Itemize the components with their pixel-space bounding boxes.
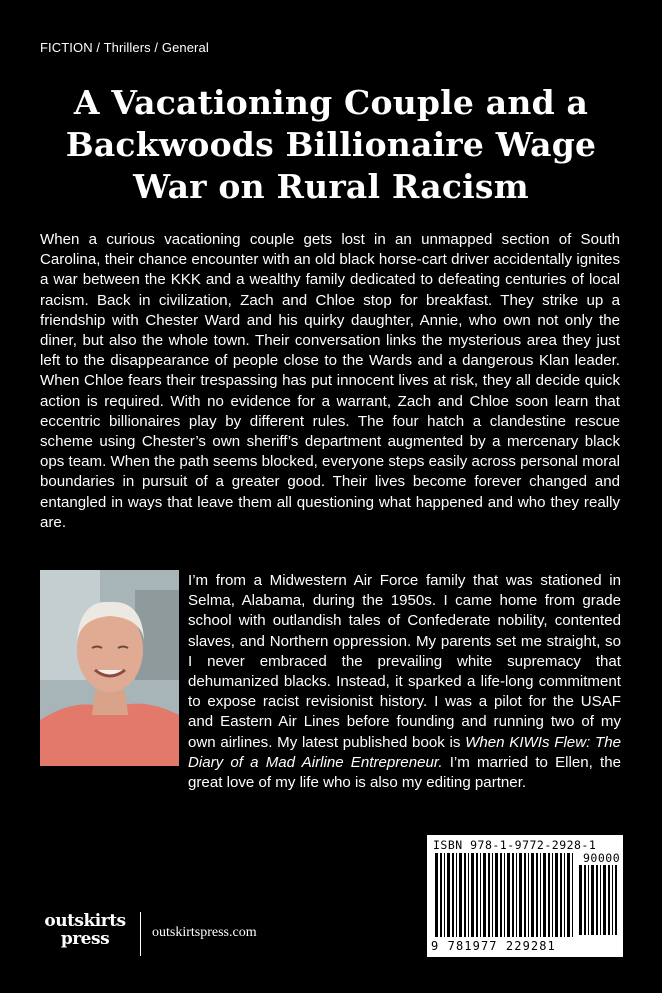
barcode-bar	[543, 853, 546, 937]
book-blurb: When a curious vacationing couple gets lost in an unmapped section of South Carolina, their chance encounter with an old black horse-cart driver accidentally ignites a war between the KKK and a wealthy family dedicated to defeating centuries of local racism. Back in civilization, Zach and Chloe stop for breakfast. They strike up a friendship with Chester Ward and his quirky daughter, Annie, who own not only the diner, but also the whole town. Their conversation links the mysterious area they just left to the disappearance of people close to the Wards and a dangerous Klan leader. When Chloe fears their trespassing has put innocent lives at risk, they all decide quick action is required. With no evidence for a warrant, Zach and Chloe soon learn that eccentric billionaires play by different rules. The four hatch a clandestine rescue scheme using Chester’s own sheriff’s department augmented by a mercenary black ops team. When the path seems blocked, everyone steps easily across personal moral boundaries in pursuit of a greater good. Their lives become forever changed and entangled in ways that leave them all questioning what happened and who they really are.	[40, 231, 620, 531]
isbn-barcode	[427, 835, 623, 957]
author-bio	[188, 571, 621, 793]
publisher-logo-top: outskirts	[44, 911, 126, 931]
barcode-bar	[555, 853, 558, 937]
category-label: FICTION / Thrillers / General	[40, 40, 209, 55]
publisher-url: outskirtspress.com	[152, 925, 257, 940]
author-bio-part-2: I’m married to Ellen, the great love of my life who is also my editing partner.	[188, 753, 622, 792]
barcode-bar	[560, 853, 562, 937]
author-bio-part-1: I’m from a Midwestern Air Force family that was stationed in Selma, Alabama, during the 1950s. I came home from grade school with outlandish tales of Confederate nobility, contented slaves, and Northern oppression. My parents set me straight, so I never embraced the prevailing white supremacy that dehumanized blacks. Instead, it sparked a life-long commitment to expose racist revisionist history. I was a pilot for the USAF and Eastern Air Lines before founding and running two of my own airlines. My latest published book is	[188, 572, 621, 751]
barcode-bar	[495, 853, 498, 937]
barcode-bar	[507, 853, 510, 937]
barcode-bar	[468, 853, 469, 937]
barcode-bar	[488, 853, 490, 937]
barcode-addon-bars	[579, 865, 619, 937]
barcode-bar	[536, 853, 538, 937]
barcode-bar	[435, 853, 438, 937]
barcode-bars	[435, 853, 575, 939]
publisher-logo-bottom: press	[60, 929, 110, 949]
barcode-bar	[564, 853, 565, 937]
barcode-bar	[459, 853, 462, 937]
publisher-divider	[140, 912, 141, 956]
barcode-bar	[480, 853, 481, 937]
barcode-bar	[531, 853, 534, 937]
barcode-bar	[579, 865, 582, 935]
barcode-bar	[591, 865, 594, 935]
barcode-bar	[516, 853, 517, 937]
barcode-bar	[464, 853, 466, 937]
price-code: 90000	[583, 851, 621, 865]
barcode-bar	[603, 865, 606, 935]
barcode-bar	[476, 853, 478, 937]
isbn-label: ISBN 978-1-9772-2928-1	[433, 838, 597, 852]
barcode-bar	[572, 853, 573, 937]
headline-line-2: Backwoods Billionaire Wage	[65, 125, 597, 164]
barcode-bar	[548, 853, 550, 937]
barcode-bar	[608, 865, 610, 935]
barcode-bar	[447, 853, 450, 937]
author-book-title: When KIWIs Flew: The Diary of a Mad Airline Entrepreneur.	[188, 733, 621, 771]
barcode-bar	[504, 853, 505, 937]
barcode-bar	[588, 865, 589, 935]
barcode-bar	[584, 865, 586, 935]
barcode-bar	[456, 853, 457, 937]
headline-line-3: War on Rural Racism	[133, 167, 529, 206]
barcode-bar	[528, 853, 529, 937]
barcode-bar	[600, 865, 601, 935]
barcode-bar	[483, 853, 486, 937]
barcode-bar	[512, 853, 514, 937]
barcode-bar	[552, 853, 553, 937]
publisher-logo	[40, 912, 130, 948]
barcode-bar	[524, 853, 526, 937]
barcode-bar	[471, 853, 474, 937]
ean-digits: 9 781977 229281	[431, 939, 556, 953]
barcode-bar	[612, 865, 613, 935]
author-photo	[40, 570, 179, 766]
barcode-bar	[452, 853, 454, 937]
barcode-bar	[567, 853, 570, 937]
barcode-bar	[440, 853, 442, 937]
barcode-bar	[444, 853, 445, 937]
barcode-bar	[615, 865, 617, 935]
headline-line-1: A Vacationing Couple and a	[73, 83, 589, 122]
barcode-bar	[492, 853, 493, 937]
barcode-bar	[519, 853, 522, 937]
barcode-bar	[500, 853, 502, 937]
barcode-bar	[540, 853, 541, 937]
headline	[20, 82, 642, 208]
barcode-bar	[596, 865, 598, 935]
